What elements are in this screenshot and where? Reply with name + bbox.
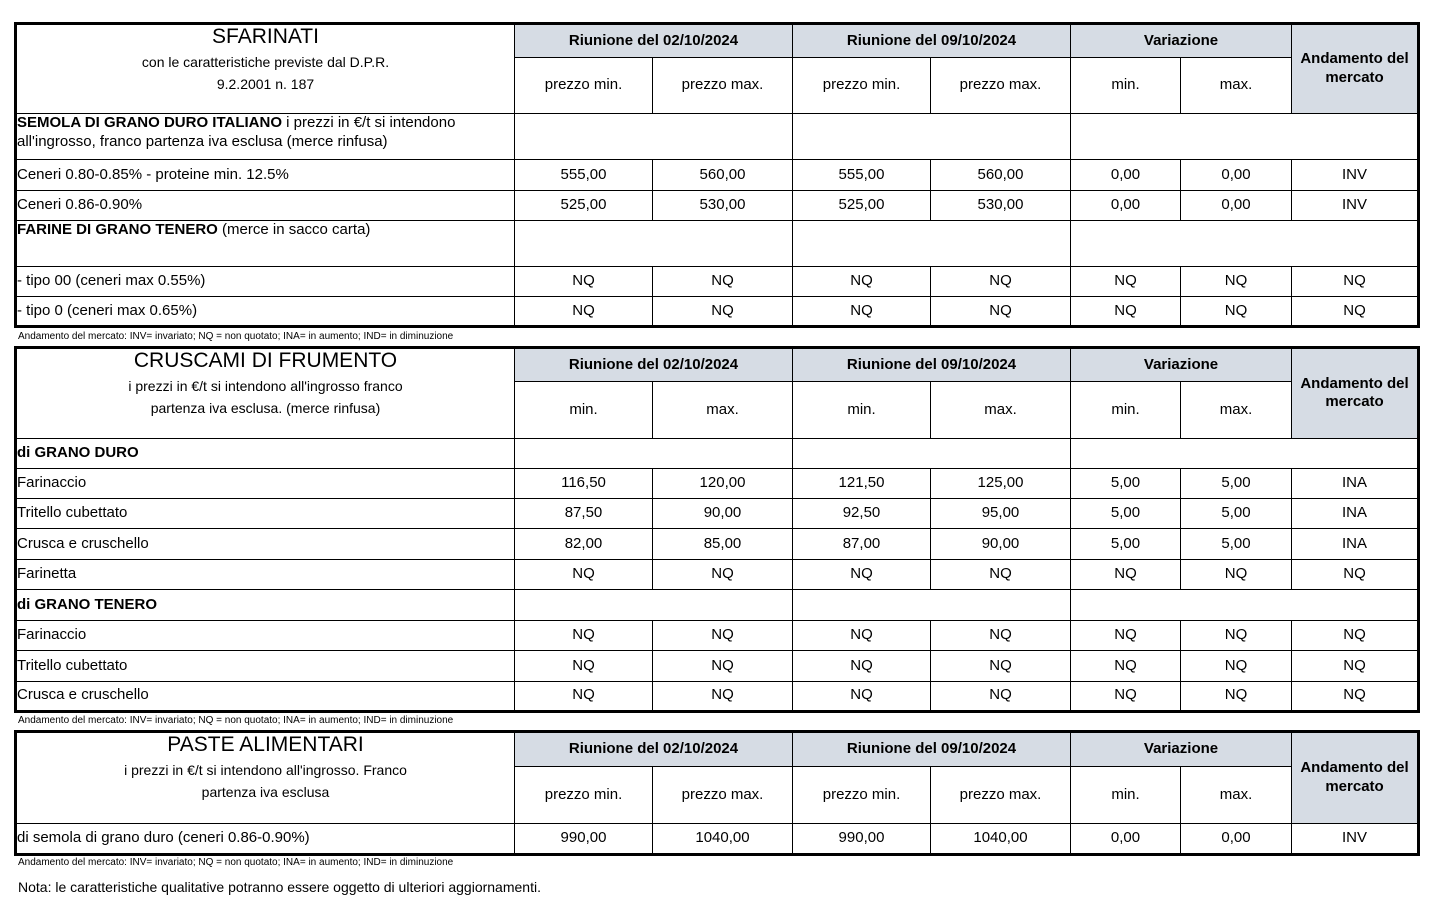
value-cell: NQ (653, 651, 793, 681)
value-cell: NQ (515, 651, 653, 681)
cruscami-subtitle (17, 375, 514, 420)
blank-cell (1071, 114, 1419, 160)
blank-cell (515, 438, 793, 468)
row-label: Farinaccio (16, 621, 515, 651)
riunione1-header: Riunione del 02/10/2024 (515, 732, 793, 767)
row-label: Farinetta (16, 559, 515, 589)
value-cell: 116,50 (515, 468, 653, 498)
value-cell: 92,50 (793, 499, 931, 529)
andamento-cell: NQ (1292, 559, 1419, 589)
sfarinati-subtitle (17, 51, 514, 96)
riunione2-header: Riunione del 09/10/2024 (793, 348, 1071, 382)
value-cell: NQ (931, 267, 1071, 297)
blank-cell (515, 114, 793, 160)
blank-cell (793, 589, 1071, 620)
value-cell: NQ (931, 681, 1071, 711)
prezzo-max-header: prezzo max. (653, 766, 793, 823)
section-row (16, 589, 1419, 620)
max-header: max. (1181, 58, 1292, 114)
prezzo-min-header: prezzo min. (793, 58, 931, 114)
value-cell: 0,00 (1181, 191, 1292, 221)
value-cell: NQ (653, 681, 793, 711)
legend-note: Andamento del mercato: INV= invariato; NQ = non quotato; INA= in aumento; IND= in diminuzione (18, 857, 454, 868)
row-label: Crusca e cruschello (16, 529, 515, 559)
section-label-bold: SEMOLA DI GRANO DURO ITALIANO (17, 114, 282, 131)
value-cell: NQ (931, 621, 1071, 651)
value-cell: NQ (1071, 651, 1181, 681)
table-row (16, 559, 1419, 589)
value-cell: NQ (793, 297, 931, 327)
value-cell: 5,00 (1181, 468, 1292, 498)
value-cell: NQ (515, 681, 653, 711)
value-cell: NQ (793, 651, 931, 681)
section-label (16, 589, 515, 620)
cruscami-table (14, 346, 1420, 713)
value-cell: 85,00 (653, 529, 793, 559)
variazione-header: Variazione (1071, 348, 1292, 382)
andamento-cell: NQ (1292, 621, 1419, 651)
cruscami-subtitle-line2: partenza iva esclusa. (merce rinfusa) (150, 400, 381, 417)
legend-note: Andamento del mercato: INV= invariato; NQ = non quotato; INA= in aumento; IND= in diminuzione (18, 331, 454, 342)
section-label-bold: di GRANO DURO (17, 443, 139, 461)
value-cell: 82,00 (515, 529, 653, 559)
sfarinati-title-cell (16, 24, 515, 114)
value-cell: 5,00 (1181, 529, 1292, 559)
value-cell: 120,00 (653, 468, 793, 498)
max-header: max. (653, 382, 793, 438)
value-cell: 0,00 (1071, 191, 1181, 221)
value-cell: NQ (1181, 297, 1292, 327)
section-row (16, 438, 1419, 468)
value-cell: 90,00 (653, 499, 793, 529)
value-cell: 90,00 (931, 529, 1071, 559)
value-cell: 0,00 (1071, 160, 1181, 191)
final-note: Nota: le caratteristiche qualitative potranno essere oggetto di ulteriori aggiornamenti. (18, 879, 541, 895)
prezzo-min-header: prezzo min. (515, 58, 653, 114)
andamento-cell: INV (1292, 824, 1419, 855)
row-label: Crusca e cruschello (16, 681, 515, 711)
andamento-cell: INA (1292, 468, 1419, 498)
min-header: min. (793, 382, 931, 438)
value-cell: 530,00 (931, 191, 1071, 221)
value-cell: NQ (793, 267, 931, 297)
value-cell: 5,00 (1181, 499, 1292, 529)
sfarinati-table (14, 22, 1420, 328)
blank-cell (793, 438, 1071, 468)
value-cell: NQ (515, 621, 653, 651)
value-cell: NQ (931, 297, 1071, 327)
andamento-cell: INA (1292, 529, 1419, 559)
max-header: max. (1181, 382, 1292, 438)
sfarinati-subtitle-line1: con le caratteristiche previste dal D.P.R. (141, 54, 390, 71)
prezzo-max-header: prezzo max. (653, 58, 793, 114)
value-cell: 990,00 (515, 824, 653, 855)
value-cell: NQ (1071, 559, 1181, 589)
section-label-rest: i prezzi in €/t si intendono (282, 114, 456, 131)
value-cell: NQ (1181, 621, 1292, 651)
paste-subtitle-line1: i prezzi in €/t si intendono all'ingrosso. Franco (124, 762, 407, 779)
min-header: min. (515, 382, 653, 438)
row-label: - tipo 00 (ceneri max 0.55%) (16, 267, 515, 297)
value-cell: 530,00 (653, 191, 793, 221)
andamento-cell: INV (1292, 191, 1419, 221)
value-cell: 990,00 (793, 824, 931, 855)
value-cell: NQ (931, 559, 1071, 589)
andamento-cell: NQ (1292, 681, 1419, 711)
min-header: min. (1071, 766, 1181, 823)
value-cell: 525,00 (793, 191, 931, 221)
table-row (16, 191, 1419, 221)
andamento-cell: NQ (1292, 297, 1419, 327)
cruscami-title-cell (16, 348, 515, 439)
value-cell: 5,00 (1071, 499, 1181, 529)
paste-subtitle (17, 759, 514, 804)
andamento-header: Andamento del mercato (1292, 732, 1419, 824)
value-cell: 5,00 (1071, 468, 1181, 498)
value-cell: NQ (515, 267, 653, 297)
blank-cell (793, 114, 1071, 160)
value-cell: 525,00 (515, 191, 653, 221)
value-cell: 5,00 (1071, 529, 1181, 559)
value-cell: NQ (1071, 297, 1181, 327)
table-row (16, 681, 1419, 711)
cruscami-subtitle-line1: i prezzi in €/t si intendono all'ingrosso franco (128, 378, 403, 395)
section-label-bold: FARINE DI GRANO TENERO (17, 221, 218, 238)
value-cell: NQ (1181, 681, 1292, 711)
variazione-header: Variazione (1071, 24, 1292, 58)
min-header: min. (1071, 58, 1181, 114)
section-label (16, 438, 515, 468)
riunione1-header: Riunione del 02/10/2024 (515, 24, 793, 58)
value-cell: NQ (1071, 681, 1181, 711)
value-cell: NQ (515, 297, 653, 327)
paste-title: PASTE ALIMENTARI (167, 733, 364, 756)
legend-note: Andamento del mercato: INV= invariato; NQ = non quotato; INA= in aumento; IND= in diminuzione (18, 715, 454, 726)
cruscami-title: CRUSCAMI DI FRUMENTO (133, 349, 398, 372)
paste-table (14, 730, 1420, 856)
andamento-cell: INV (1292, 160, 1419, 191)
value-cell: 1040,00 (653, 824, 793, 855)
section-label-line2: all'ingrosso, franco partenza iva esclusa (merce rinfusa) (17, 132, 388, 150)
value-cell: NQ (1181, 267, 1292, 297)
riunione2-header: Riunione del 09/10/2024 (793, 24, 1071, 58)
prezzo-max-header: prezzo max. (931, 58, 1071, 114)
blank-cell (515, 221, 793, 267)
andamento-cell: NQ (1292, 651, 1419, 681)
value-cell: 87,00 (793, 529, 931, 559)
value-cell: NQ (653, 297, 793, 327)
value-cell: NQ (1071, 621, 1181, 651)
row-label: di semola di grano duro (ceneri 0.86-0.90%) (16, 824, 515, 855)
table-row (16, 499, 1419, 529)
value-cell: 95,00 (931, 499, 1071, 529)
andamento-cell: NQ (1292, 267, 1419, 297)
value-cell: 0,00 (1181, 160, 1292, 191)
prezzo-max-header: prezzo max. (931, 766, 1071, 823)
value-cell: 125,00 (931, 468, 1071, 498)
table-row (16, 529, 1419, 559)
row-label: Tritello cubettato (16, 499, 515, 529)
value-cell: 0,00 (1071, 824, 1181, 855)
prezzo-min-header: prezzo min. (793, 766, 931, 823)
table-row (16, 824, 1419, 855)
section-label-bold: di GRANO TENERO (17, 595, 158, 613)
value-cell: NQ (1181, 651, 1292, 681)
row-label: Ceneri 0.80-0.85% - proteine min. 12.5% (16, 160, 515, 191)
andamento-cell: INA (1292, 499, 1419, 529)
blank-cell (1071, 589, 1419, 620)
value-cell: NQ (653, 267, 793, 297)
value-cell: NQ (1181, 559, 1292, 589)
paste-title-cell (16, 732, 515, 824)
value-cell: NQ (793, 559, 931, 589)
blank-cell (1071, 221, 1419, 267)
section-row (16, 221, 1419, 267)
value-cell: NQ (793, 681, 931, 711)
value-cell: 1040,00 (931, 824, 1071, 855)
blank-cell (1071, 438, 1419, 468)
table-row (16, 651, 1419, 681)
row-label: Ceneri 0.86-0.90% (16, 191, 515, 221)
value-cell: NQ (793, 621, 931, 651)
andamento-header: Andamento del mercato (1292, 24, 1419, 114)
value-cell: 555,00 (793, 160, 931, 191)
value-cell: NQ (653, 621, 793, 651)
value-cell: 0,00 (1181, 824, 1292, 855)
riunione1-header: Riunione del 02/10/2024 (515, 348, 793, 382)
value-cell: NQ (653, 559, 793, 589)
row-label: - tipo 0 (ceneri max 0.65%) (16, 297, 515, 327)
value-cell: 121,50 (793, 468, 931, 498)
table-row (16, 297, 1419, 327)
row-label: Farinaccio (16, 468, 515, 498)
blank-cell (515, 589, 793, 620)
variazione-header: Variazione (1071, 732, 1292, 767)
row-label: Tritello cubettato (16, 651, 515, 681)
section-label (16, 221, 515, 267)
prezzo-min-header: prezzo min. (515, 766, 653, 823)
table-row (16, 468, 1419, 498)
section-row (16, 114, 1419, 160)
min-header: min. (1071, 382, 1181, 438)
table-row (16, 160, 1419, 191)
value-cell: NQ (931, 651, 1071, 681)
table-row (16, 267, 1419, 297)
value-cell: 560,00 (931, 160, 1071, 191)
table-row (16, 621, 1419, 651)
section-label-rest: (merce in sacco carta) (217, 221, 371, 238)
value-cell: NQ (1071, 267, 1181, 297)
section-label (16, 114, 515, 160)
max-header: max. (1181, 766, 1292, 823)
sfarinati-title: SFARINATI (212, 25, 319, 48)
blank-cell (793, 221, 1071, 267)
paste-subtitle-line2: partenza iva esclusa (201, 784, 330, 801)
riunione2-header: Riunione del 09/10/2024 (793, 732, 1071, 767)
max-header: max. (931, 382, 1071, 438)
value-cell: 87,50 (515, 499, 653, 529)
value-cell: 555,00 (515, 160, 653, 191)
value-cell: 560,00 (653, 160, 793, 191)
andamento-header: Andamento del mercato (1292, 348, 1419, 439)
value-cell: NQ (515, 559, 653, 589)
sfarinati-subtitle-line2: 9.2.2001 n. 187 (216, 76, 315, 93)
